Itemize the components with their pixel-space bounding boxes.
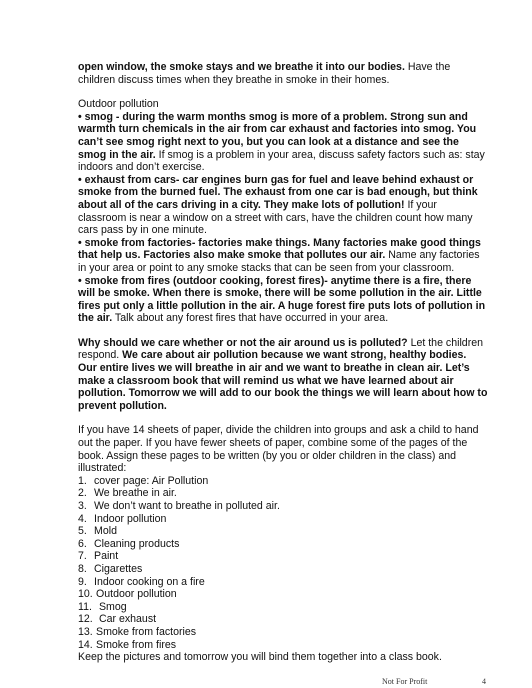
intro-paragraph [78, 61, 488, 86]
footer-label: Not For Profit [382, 677, 428, 686]
bullet-smog: • smog - during the warm months smog is more of a problem. Strong sun and warmth turn chemicals in the air from car exhaust and factories into smog. You can’t see smog right next to you, but you can look at a distance and see the smog in the air. If smog is a problem in your area, discuss safety factors such as: stay indoors and don’t exercise. [78, 110, 485, 174]
closing-paragraph: Keep the pictures and tomorrow you will bind them together into a class book. [78, 651, 442, 664]
list-item: 10. Outdoor pollution [78, 588, 177, 601]
list-item: 14. Smoke from fires [78, 638, 177, 651]
intro-bold: open window, the smoke stays and we breathe it into our bodies. [78, 61, 405, 73]
list-item: 4. Indoor pollution [78, 512, 167, 525]
list-item: 5. Mold [78, 525, 117, 538]
why-care-paragraph: Why should we care whether or not the air around us is polluted? Let the children respond. We care about air pollution because we want strong, healthy bodies. Our entire lives we will breathe in air and we want to breathe in clean air. Let’s make a classroom book that will remind us what we have learned about air pollution. Tomorrow we will add to our book the things we will learn about how to prevent pollution. [78, 336, 488, 412]
list-item: 3. We don’t want to breathe in polluted air. [78, 500, 280, 512]
list-item: 9. Indoor cooking on a fire [78, 575, 205, 588]
list-item: 8. Cigarettes [78, 562, 143, 575]
list-item: 13. Smoke from factories [78, 625, 197, 638]
outdoor-heading: Outdoor pollution [78, 98, 159, 111]
book-pages-list [78, 475, 488, 651]
bullet-factories: • smoke from factories- factories make things. Many factories make good things that help us. Factories also make smoke that pollutes our air. Name any factories in your area or point to any smoke stacks that can be seen from your classroom. [78, 236, 481, 274]
document-body [78, 61, 488, 664]
intro-rest: Have the children discuss times when they breathe in smoke in their homes. [78, 61, 451, 86]
list-item: 12. Car exhaust [78, 613, 157, 626]
list-item: 11. Smog [78, 600, 127, 613]
page-number: 4 [482, 677, 486, 686]
list-item: 7. Paint [78, 550, 119, 563]
page-footer [382, 677, 492, 686]
bullet-fires: • smoke from fires (outdoor cooking, forest fires)- anytime there is a fire, there will be smoke. When there is smoke, there will be some pollution in the air. Little fires put only a little pollution in the air. A huge forest fire puts lots of pollution in the air. Talk about any forest fires that have occurred in your area. [78, 274, 486, 325]
bullet-car-exhaust: • exhaust from cars- car engines burn gas for fuel and leave behind exhaust or smoke from the burned fuel. The exhaust from one car is bad enough, but think about all of the cars driving in a city. They make lots of pollution! If your classroom is near a window on a street with cars, have the children count how many cars pass by in one minute. [78, 173, 478, 237]
list-item: 2. We breathe in air. [78, 487, 177, 500]
list-item: 6. Cleaning products [78, 537, 180, 550]
list-item: 1. cover page: Air Pollution [78, 474, 209, 487]
instructions-paragraph: If you have 14 sheets of paper, divide the children into groups and ask a child to hand out the paper. If you have fewer sheets of paper, combine some of the pages of the book. Assign these pages to be written (by you or older children in the class) and illustrated: [78, 424, 479, 475]
